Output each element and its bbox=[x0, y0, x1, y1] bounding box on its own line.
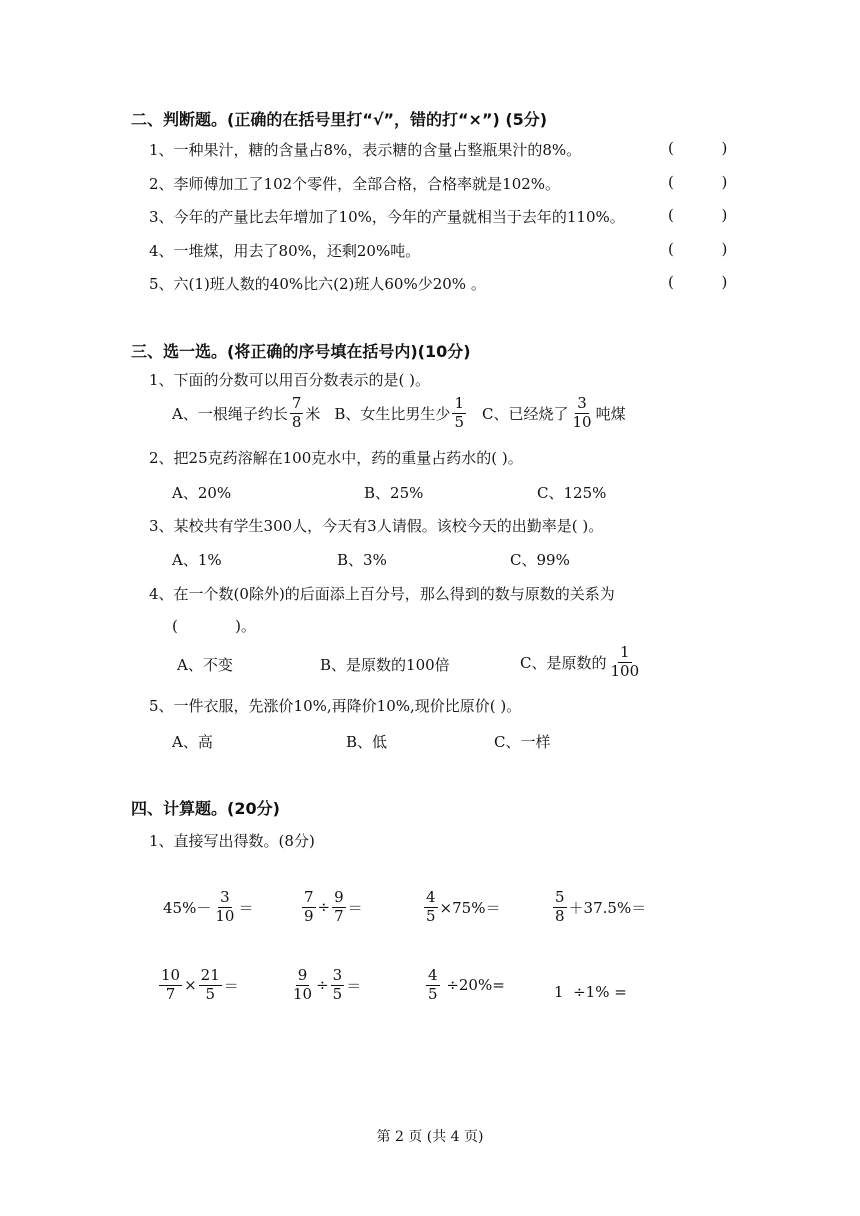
fraction: $\frac{1}{100}$ bbox=[610, 643, 640, 680]
choice-q1-options bbox=[172, 396, 626, 431]
judge-item-5: 5、六(1)班人数的40%比六(2)班人60%少20% 。 bbox=[149, 275, 486, 293]
calc-expr-3: $\frac{4}{5}$ ×75%＝ bbox=[426, 888, 501, 925]
answer-paren-3[interactable]: ( ) bbox=[668, 206, 728, 224]
calc-expr-6: $\frac{9}{10}$ ÷ $\frac{3}{5}$ ＝ bbox=[293, 966, 362, 1003]
answer-paren-4[interactable]: ( ) bbox=[668, 240, 728, 258]
judge-item-3: 3、今年的产量比去年增加了10%，今年的产量就相当于去年的110%。 bbox=[149, 208, 625, 226]
option-c-suffix: 吨煤 bbox=[595, 404, 626, 423]
answer-paren-1[interactable]: ( ) bbox=[668, 139, 728, 157]
fraction: $\frac{1}{5}$ bbox=[454, 394, 464, 431]
calc-expr-2: $\frac{7}{9}$ ÷ $\frac{9}{7}$ ＝ bbox=[304, 888, 363, 925]
calc-expr-1: 45%－ $\frac{3}{10}$ ＝ bbox=[163, 888, 254, 925]
fraction: $\frac{21}{5}$ bbox=[200, 966, 220, 1003]
fraction: $\frac{4}{5}$ bbox=[426, 888, 436, 925]
calc-expr-5: $\frac{10}{7}$ × $\frac{21}{5}$ ＝ bbox=[161, 966, 239, 1003]
calc-expr-4: $\frac{5}{8}$ ＋37.5%＝ bbox=[555, 888, 647, 925]
fraction: $\frac{7}{8}$ bbox=[291, 394, 302, 431]
calc-subheading: 1、直接写出得数。(8分) bbox=[149, 832, 315, 850]
judge-item-4: 4、一堆煤，用去了80%，还剩20%吨。 bbox=[149, 242, 421, 260]
judge-item-2: 2、李师傅加工了102个零件，全部合格，合格率就是102%。 bbox=[149, 175, 561, 193]
choice-q4-option-a[interactable]: A、不变 bbox=[177, 656, 233, 674]
choice-q2: 2、把25克药溶解在100克水中，药的重量占药水的( )。 bbox=[149, 449, 523, 467]
option-a-suffix: 米 bbox=[305, 404, 321, 423]
option-c-prefix: C、已经烧了 bbox=[481, 404, 569, 423]
choice-q2-option-c[interactable]: C、125% bbox=[537, 484, 607, 502]
fraction: $\frac{4}{5}$ bbox=[428, 966, 438, 1003]
choice-q4-option-b[interactable]: B、是原数的100倍 bbox=[320, 656, 450, 674]
section3-heading: 三、选一选。(将正确的序号填在括号内)(10分) bbox=[131, 342, 471, 361]
choice-q2-option-a[interactable]: A、20% bbox=[172, 484, 232, 502]
choice-q2-option-b[interactable]: B、25% bbox=[364, 484, 424, 502]
choice-q4: 4、在一个数(0除外)的后面添上百分号，那么得到的数与原数的关系为 bbox=[149, 585, 615, 603]
option-a-prefix: A、一根绳子约长 bbox=[172, 404, 288, 423]
page-footer: 第 2 页 (共 4 页) bbox=[376, 1129, 484, 1145]
calc-expr-7: $\frac{4}{5}$ ÷20%= bbox=[428, 966, 505, 1003]
calc-expr-8: 1 ÷1% = bbox=[554, 983, 627, 1001]
fraction: $\frac{9}{7}$ bbox=[334, 888, 344, 925]
choice-q3-option-c[interactable]: C、99% bbox=[510, 551, 570, 569]
choice-q4-option-c[interactable] bbox=[520, 645, 643, 680]
section2-heading: 二、判断题。(正确的在括号里打“√”，错的打“×”) (5分) bbox=[131, 110, 548, 129]
choice-q4-answer-paren[interactable]: ( )。 bbox=[172, 617, 256, 635]
judge-item-1: 1、一种果汁，糖的含量占8%，表示糖的含量占整瓶果汁的8%。 bbox=[149, 141, 582, 159]
choice-q5-option-c[interactable]: C、一样 bbox=[494, 733, 551, 751]
answer-paren-5[interactable]: ( ) bbox=[668, 273, 728, 291]
section4-heading: 四、计算题。(20分) bbox=[131, 799, 280, 818]
option-b-prefix: B、女生比男生少 bbox=[334, 404, 451, 423]
fraction: $\frac{7}{9}$ bbox=[304, 888, 314, 925]
choice-q5-option-b[interactable]: B、低 bbox=[346, 733, 388, 751]
fraction: $\frac{3}{10}$ bbox=[215, 888, 235, 925]
fraction: $\frac{3}{10}$ bbox=[572, 394, 592, 431]
answer-paren-2[interactable]: ( ) bbox=[668, 173, 728, 191]
choice-q5: 5、一件衣服，先涨价10%,再降价10%,现价比原价( )。 bbox=[149, 697, 522, 715]
fraction: $\frac{10}{7}$ bbox=[161, 966, 181, 1003]
fraction: $\frac{9}{10}$ bbox=[293, 966, 313, 1003]
option-c-prefix: C、是原数的 bbox=[520, 653, 607, 672]
choice-q3-option-a[interactable]: A、1% bbox=[172, 551, 222, 569]
choice-q5-option-a[interactable]: A、高 bbox=[172, 733, 213, 751]
choice-q3: 3、某校共有学生300人，今天有3人请假。该校今天的出勤率是( )。 bbox=[149, 517, 604, 535]
choice-q1: 1、下面的分数可以用百分数表示的是( )。 bbox=[149, 371, 431, 389]
choice-q3-option-b[interactable]: B、3% bbox=[337, 551, 387, 569]
fraction: $\frac{5}{8}$ bbox=[555, 888, 565, 925]
fraction: $\frac{3}{5}$ bbox=[332, 966, 343, 1003]
